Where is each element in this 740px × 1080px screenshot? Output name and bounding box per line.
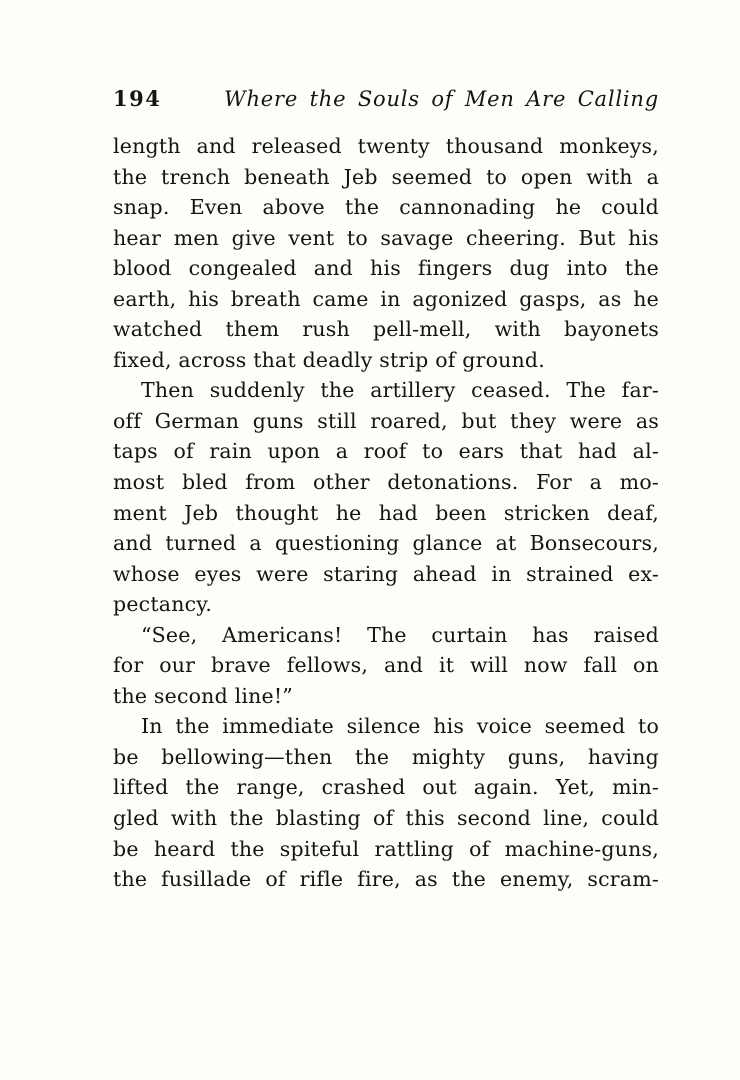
text-line: the trench beneath Jeb seemed to open with a xyxy=(113,164,659,189)
running-title: Where the Souls of Men Are Calling xyxy=(224,87,659,111)
paragraph xyxy=(113,620,659,712)
text-line: be bellowing—then the mighty guns, having xyxy=(113,744,659,769)
text-line: off German guns still roared, but they were as xyxy=(113,408,659,433)
page-body xyxy=(113,131,659,895)
text-line: whose eyes were staring ahead in strained ex- xyxy=(113,561,659,586)
text-line: and turned a questioning glance at Bonsecours, xyxy=(113,531,659,556)
text-line: pectancy. xyxy=(113,592,213,617)
paragraph xyxy=(113,711,659,894)
text-line: blood congealed and his fingers dug into the xyxy=(113,256,659,281)
text-line: the fusillade of rifle fire, as the enemy, scram- xyxy=(113,867,659,892)
text-line: the second line!” xyxy=(113,683,293,708)
text-line: gled with the blasting of this second line, could xyxy=(113,806,659,831)
text-line: length and released twenty thousand monkeys, xyxy=(113,134,659,158)
text-line: fixed, across that deadly strip of ground. xyxy=(113,347,545,372)
text-line: for our brave fellows, and it will now fall on xyxy=(113,653,659,678)
text-line: watched them rush pell-mell, with bayonets xyxy=(113,317,659,342)
paragraph xyxy=(113,375,659,619)
text-line: earth, his breath came in agonized gasps, as he xyxy=(113,286,659,311)
text-line: “See, Americans! The curtain has raised xyxy=(141,622,659,647)
text-line: In the immediate silence his voice seemed to xyxy=(141,714,659,739)
text-line: most bled from other detonations. For a mo- xyxy=(113,470,659,495)
text-line: be heard the spiteful rattling of machine-guns, xyxy=(113,836,659,861)
text-line: ment Jeb thought he had been stricken deaf, xyxy=(113,500,659,525)
text-block xyxy=(113,84,659,895)
page-header xyxy=(113,84,659,114)
paragraph xyxy=(113,131,659,375)
text-line: Then suddenly the artillery ceased. The far- xyxy=(141,378,659,403)
text-line: hear men give vent to savage cheering. But his xyxy=(113,225,659,250)
text-line: taps of rain upon a roof to ears that had al- xyxy=(113,439,659,464)
text-line: snap. Even above the cannonading he could xyxy=(113,195,659,220)
text-line: lifted the range, crashed out again. Yet, min- xyxy=(113,775,659,800)
page-number: 194 xyxy=(113,86,162,111)
